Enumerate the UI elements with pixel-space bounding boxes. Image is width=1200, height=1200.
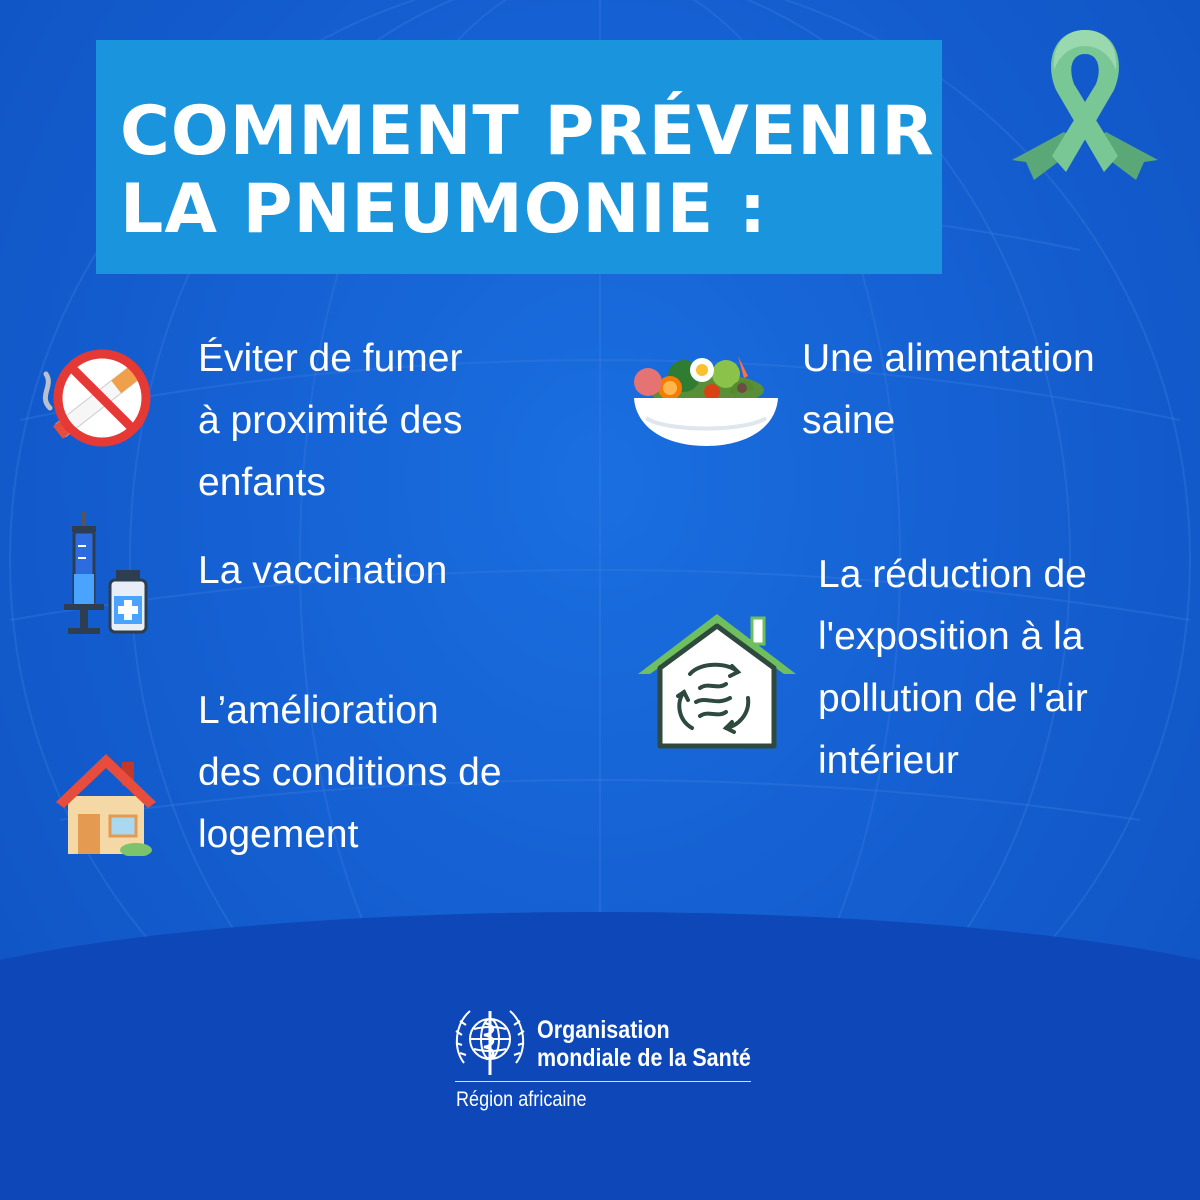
org-region: Région africaine <box>456 1088 587 1111</box>
item-no-smoking-text: Éviter de fumer à proximité des enfants <box>198 337 463 504</box>
awareness-ribbon-icon <box>1004 22 1166 192</box>
house-air-circulation-icon <box>634 612 800 752</box>
item-air-pollution-text: La réduction de l'exposition à la pollution de l'air intérieur <box>818 553 1088 782</box>
no-smoking-icon <box>36 348 156 458</box>
who-emblem-icon <box>450 1003 530 1083</box>
title-line-2: LA PNEUMONIE : <box>120 170 768 249</box>
syringe-vial-icon <box>52 512 150 638</box>
item-housing-text: L’amélioration des conditions de logement <box>198 689 502 856</box>
house-icon <box>56 752 156 856</box>
footer-divider <box>455 1081 751 1082</box>
title-line-1: COMMENT PRÉVENIR <box>120 92 935 171</box>
salad-bowl-icon <box>626 348 786 450</box>
item-vaccination-text: La vaccination <box>198 549 448 592</box>
item-diet-text: Une alimentation saine <box>802 337 1095 442</box>
org-name: Organisation mondiale de la Santé <box>537 1016 751 1072</box>
